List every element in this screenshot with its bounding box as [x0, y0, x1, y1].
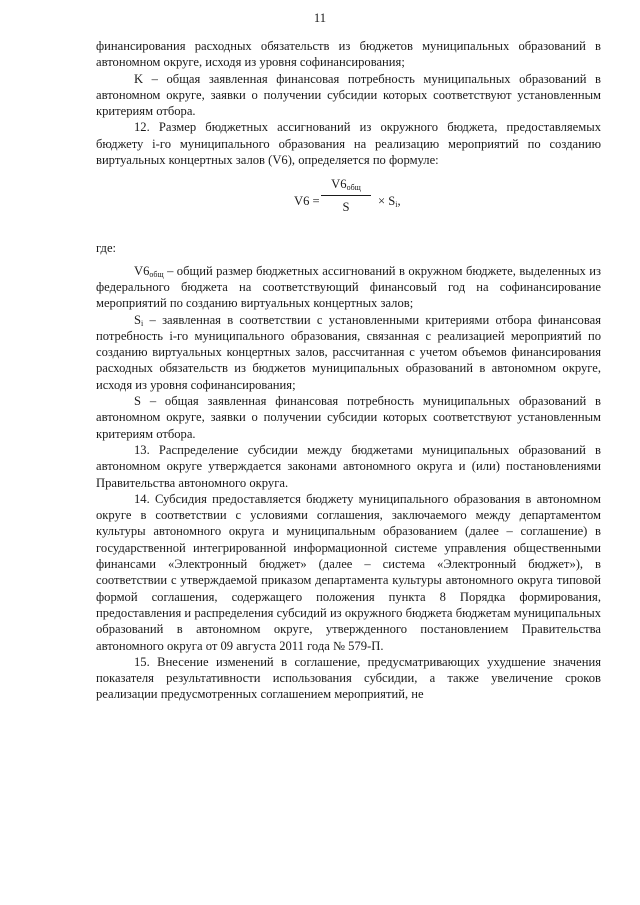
definition-subscript: общ	[149, 269, 164, 279]
definition-text: – заявленная в соответствии с установленными критериями отбора финансовая потребность i-го муниципального образования, связанная с реализацией мероприятий по созданию виртуальных концертных залов, рассчитанная с учетом объемов финансирования расходных обязательств из бюджетов муниципальных образований в автономном округе, исходя из уровня софинансирования;	[96, 312, 601, 392]
document-body	[96, 38, 601, 703]
paragraph: 13. Распределение субсидии между бюджетами муниципальных образований в автономном округе утверждается законами автономного округа и (или) постановлениями Правительства автономного округа.	[96, 442, 601, 490]
definition-symbol: S	[134, 312, 142, 327]
formula-rhs	[378, 193, 401, 209]
definition-v6	[96, 263, 601, 312]
paragraph: K – общая заявленная финансовая потребность муниципальных образований в автономном округе, заявки о получении субсидии которых соответствуют установленным критериям отбора.	[96, 71, 601, 119]
formula-lhs: V6 =	[294, 194, 320, 209]
paragraph: финансирования расходных обязательств из бюджетов муниципальных образований в автономном округе, исходя из уровня софинансирования;	[96, 39, 601, 70]
numerator-symbol: V6	[331, 177, 347, 192]
rhs-symbol: × S	[378, 194, 396, 209]
paragraph: 15. Внесение изменений в соглашение, предусматривающих ухудшение значения показателя результативности использования субсидии, а также увеличение сроков реализации предусмотренных соглашением мероприятий, не	[96, 654, 601, 702]
definition-text: – общий размер бюджетных ассигнований в окружном бюджете, выделенных из федерального бюджета на соответствующий финансовый год на софинансирование мероприятий по созданию виртуальных концертных залов;	[96, 263, 601, 311]
definition-si	[96, 312, 601, 393]
definition-subscript: i	[141, 318, 144, 328]
definition-symbol: V6	[134, 263, 150, 278]
formula-fraction	[321, 176, 371, 215]
numerator-subscript: общ	[346, 183, 361, 193]
formula	[96, 173, 601, 233]
paragraph: S – общая заявленная финансовая потребность муниципальных образований в автономном округе, заявки о получении субсидии которых соответствуют установленным критериям отбора.	[96, 394, 601, 441]
rhs-subscript: i	[395, 200, 398, 210]
formula-denominator: S	[342, 199, 350, 214]
page-number: 11	[313, 11, 327, 25]
rhs-tail: ,	[397, 194, 401, 209]
paragraph: 14. Субсидия предоставляется бюджету муниципального образования в автономном округе в соответствии с условиями соглашения, заключаемого между департаментом культуры автономного округа и муниципальным образованием (далее – соглашение) в государственной интегрированной информационной системе управления общественными финансами «Электронный бюджет» (далее – система «Электронный бюджет»), в соответствии с утверждаемой приказом департамента культуры автономного округа типовой формой соглашения, содержащего положения пункта 8 Порядка формирования, предоставления и распределения субсидий из окружного бюджета бюджетам муниципальных образований в автономном округе, утвержденного постановлением Правительства автономного округа от 09 августа 2011 года № 579-П.	[96, 491, 601, 653]
where-label: где:	[96, 241, 117, 256]
paragraph: 12. Размер бюджетных ассигнований из окружного бюджета, предоставляемых бюджету i-го муниципального образования на реализацию мероприятий по созданию виртуальных концертных залов (V6), определяется по формуле:	[96, 120, 601, 168]
formula-numerator	[321, 176, 371, 195]
